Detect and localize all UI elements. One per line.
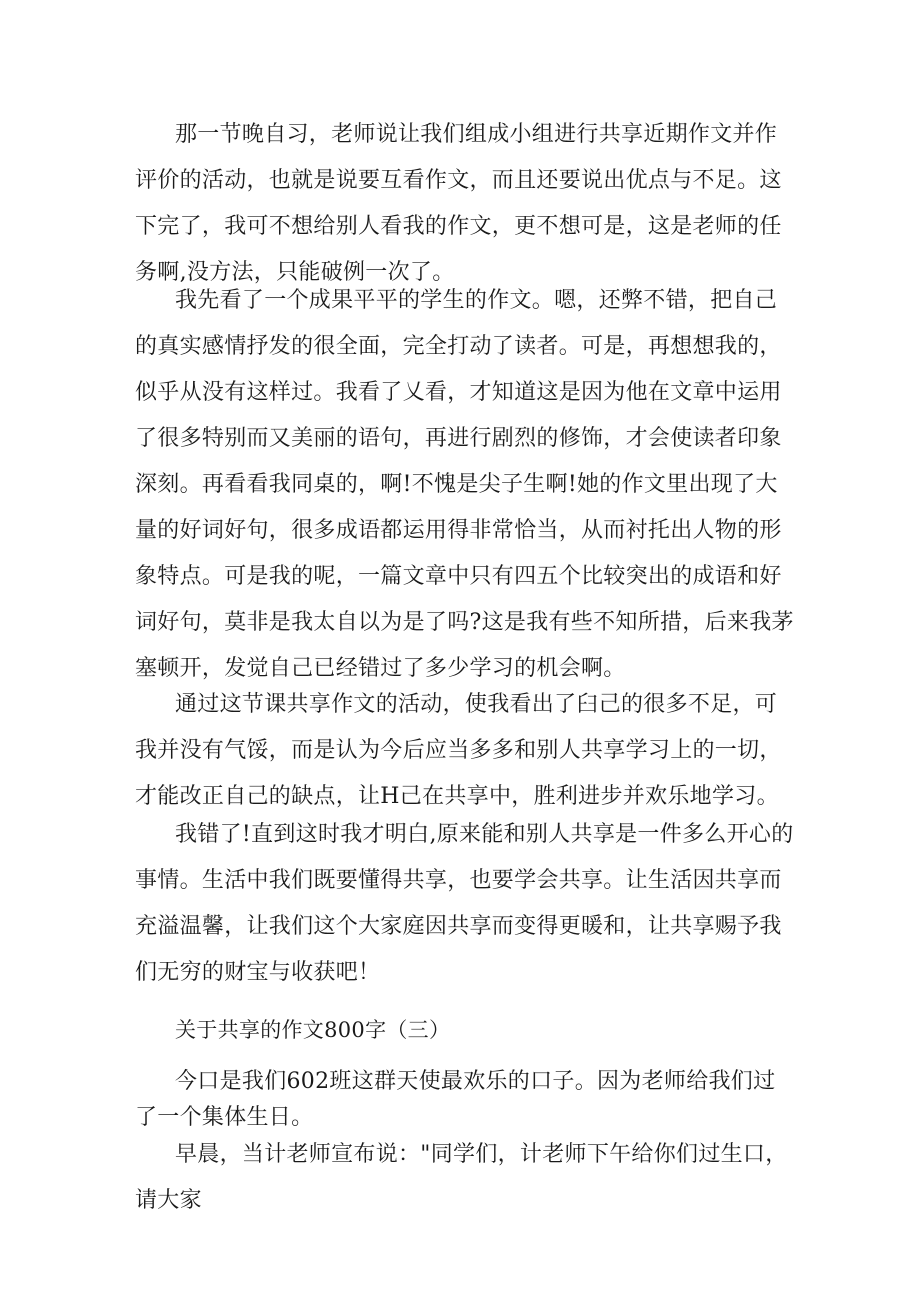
paragraph-2: 我先看了一个成果平平的学生的作文。嗯，还弊不错，把自己的真实感情抒发的很全面，完全打动了读者。可是，再想想我的，似乎从没有这样过。我看了乂看，才知道这是因为他在文章中运用了很多特别而又美丽的语句，再进行剧烈的修饰，才会使读者印象深刻。再看看我同桌的，啊!不愧是尖子生啊!她的作文里出现了大量的好词好句，很多成语都运用得非常恰当，从而衬托出人物的形象特点。可是我的呢，一篇文章中只有四五个比较突出的成语和好词好句，莫非是我太自以为是了吗?这是我有些不知所措，后来我茅塞顿开，发觉自己已经错过了多少学习的机会啊。 (135, 288, 794, 681)
paragraph-6: 早晨，当计老师宣布说："同学们，计老师下午给你们过生口，请大家 (135, 1142, 788, 1213)
paragraph-5: 今口是我们602班这群天使最欢乐的口子。因为老师给我们过了一个集体生日。 (135, 1069, 776, 1130)
section-title: 关于共享的作文800字（三） (175, 1018, 451, 1042)
paragraph-3: 通过这节课共享作文的活动，使我看出了臼己的很多不足，可我并没有气馁，而是认为今后应当多多和别人共享学习上的一切，才能改正自己的缺点，让H己在共享中，胜利进步并欢乐地学习。 (135, 692, 782, 809)
paragraph-4: 我错了!直到这时我才明白,原来能和别人共享是一件多么开心的事情。生活中我们既要懂得共享，也要学会共享。让生活因共享而充溢温馨，让我们这个大家庭因共享而变得更暖和，让共享赐予我们无穷的财宝与收获吧！ (135, 822, 794, 985)
paragraph-1: 那一节晚自习，老师说让我们组成小组进行共享近期作文并作评价的活动，也就是说要互看作文，而且还要说出优点与不足。这下完了，我可不想给别人看我的作文，更不想可是，这是老师的任务啊,没方法，只能破例一次了。 (135, 122, 782, 285)
